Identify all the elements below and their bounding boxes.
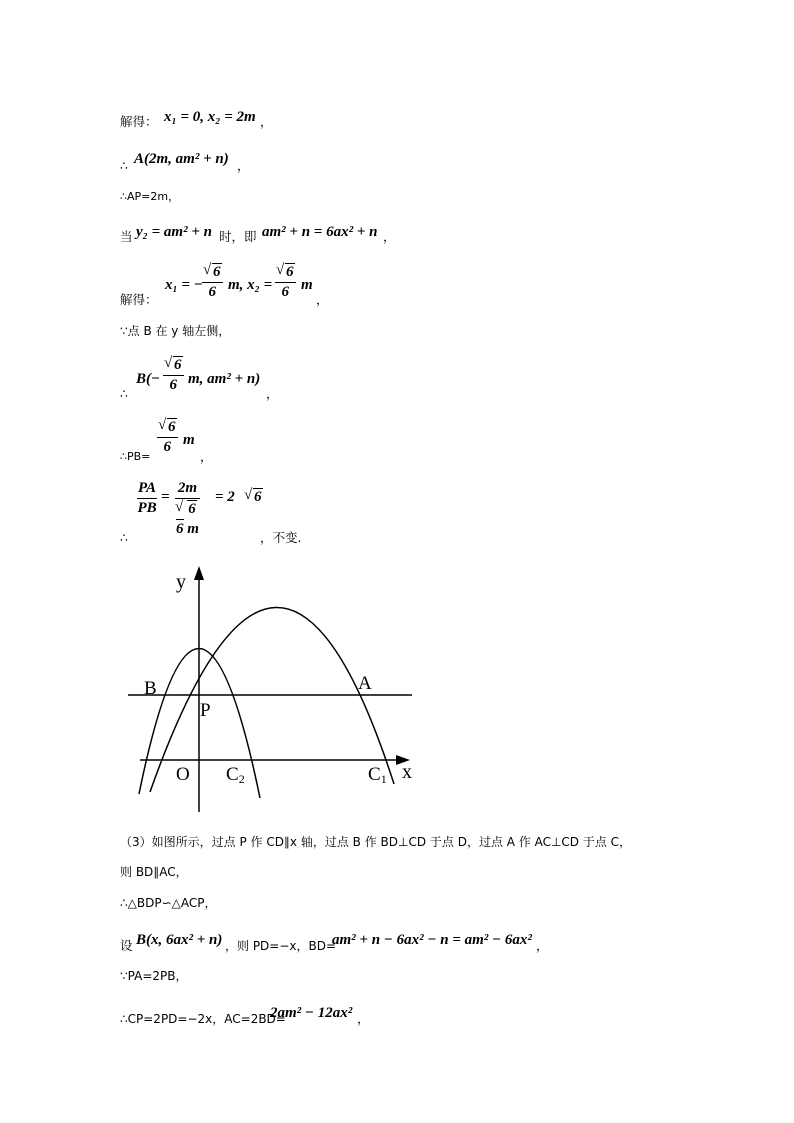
numerator: PA: [138, 480, 157, 496]
label-P: P: [200, 700, 211, 721]
line1-prefix: 解得：: [120, 114, 158, 129]
radicand: 6: [188, 501, 196, 517]
part3-line3: ∴△BDP∽△ACP，: [120, 896, 217, 910]
line5-prefix: 解得：: [120, 292, 158, 307]
line4-math2: am² + n = 6ax² + n: [262, 224, 378, 240]
line4-prefix: 当: [120, 229, 133, 244]
line8-math: m: [183, 432, 195, 448]
inner-denominator: 6: [176, 521, 184, 537]
line1-math: x₁ = 0, x₂ = 2m: [164, 109, 256, 125]
denominator: 6: [275, 282, 296, 300]
radicand: 6: [168, 419, 176, 435]
equals-sign: =: [161, 489, 170, 505]
part3-line6-math: 2am² − 12ax²: [270, 1005, 353, 1021]
denominator: PB: [137, 500, 157, 516]
part3-line5: ∵PA=2PB，: [120, 969, 188, 983]
line9-prefix: ∴: [120, 530, 128, 545]
part3-line6-suffix: ，: [357, 1011, 370, 1026]
part3-line2: 则 BD∥AC，: [120, 865, 188, 879]
line4-suffix: ，: [383, 229, 396, 244]
part3-line4-suffix: ，: [536, 938, 549, 953]
denominator: 6: [157, 437, 178, 455]
part3-line6-prefix: ∴CP=2PD=−2x，AC=2BD=: [120, 1012, 286, 1026]
line5-suffix: ，: [316, 292, 329, 307]
line5-fraction-1: [202, 265, 223, 300]
part3-line4-mid: ，则 PD=−x，BD=: [225, 939, 337, 953]
line5-fraction-2: [275, 265, 296, 300]
radicand: 6: [286, 264, 294, 280]
line9-suffix: ，不变.: [260, 530, 302, 545]
line4-mid: 时，即: [219, 229, 257, 244]
line7-fraction: [163, 358, 184, 393]
line8-suffix: ，: [200, 449, 213, 464]
label-B: B: [144, 678, 157, 699]
line7-prefix: ∴: [120, 386, 128, 401]
inner-m: m: [187, 521, 199, 537]
line2-math: A(2m, am² + n): [134, 151, 229, 167]
label-O: O: [176, 764, 190, 785]
line7-math-b: m, am² + n): [188, 371, 261, 387]
line9-complex-fraction: [175, 481, 200, 537]
line9-sqrt: √ 6: [244, 490, 263, 505]
line5-math-a: x₁ = −: [165, 277, 203, 293]
line5-math-c: m: [301, 277, 313, 293]
radicand: 6: [213, 264, 221, 280]
line3-text: ∴AP=2m，: [120, 190, 180, 203]
label-x: x: [402, 761, 412, 783]
y-axis-arrow: [194, 566, 204, 580]
line2-prefix: ∴: [120, 158, 128, 173]
numerator: 2m: [177, 480, 198, 496]
label-A: A: [358, 673, 372, 694]
parabola-figure: [122, 562, 422, 817]
part3-line4-math2: am² + n − 6ax² − n = am² − 6ax²: [332, 932, 532, 948]
denominator: 6: [202, 282, 223, 300]
line5-math-b: m, x₂ =: [228, 277, 273, 293]
line8-prefix: ∴PB=: [120, 450, 151, 463]
line7-math-a: B(−: [136, 371, 161, 387]
label-C2: C2: [226, 764, 245, 786]
part3-line4-math1: B(x, 6ax² + n): [136, 932, 223, 948]
denominator: [175, 498, 200, 537]
part3-line1: （3）如图所示，过点 P 作 CD∥x 轴，过点 B 作 BD⊥CD 于点 D，过点 A 作 AC⊥CD 于点 C，: [120, 835, 632, 849]
line4-math1: y₂ = am² + n: [136, 224, 212, 240]
line7-suffix: ，: [266, 386, 279, 401]
line1-suffix: ，: [260, 114, 273, 129]
part3-line4-prefix: 设: [120, 938, 133, 953]
label-y: y: [176, 571, 186, 593]
radicand: 6: [174, 357, 182, 373]
line9-eq: = 2: [215, 489, 235, 505]
denominator: 6: [163, 375, 184, 393]
line8-fraction: [157, 420, 178, 455]
line6-text: ∵点 B 在 y 轴左侧，: [120, 324, 231, 338]
line9-pa-pb-fraction: [137, 481, 157, 516]
line2-suffix: ，: [237, 158, 250, 173]
label-C1: C1: [368, 764, 387, 786]
